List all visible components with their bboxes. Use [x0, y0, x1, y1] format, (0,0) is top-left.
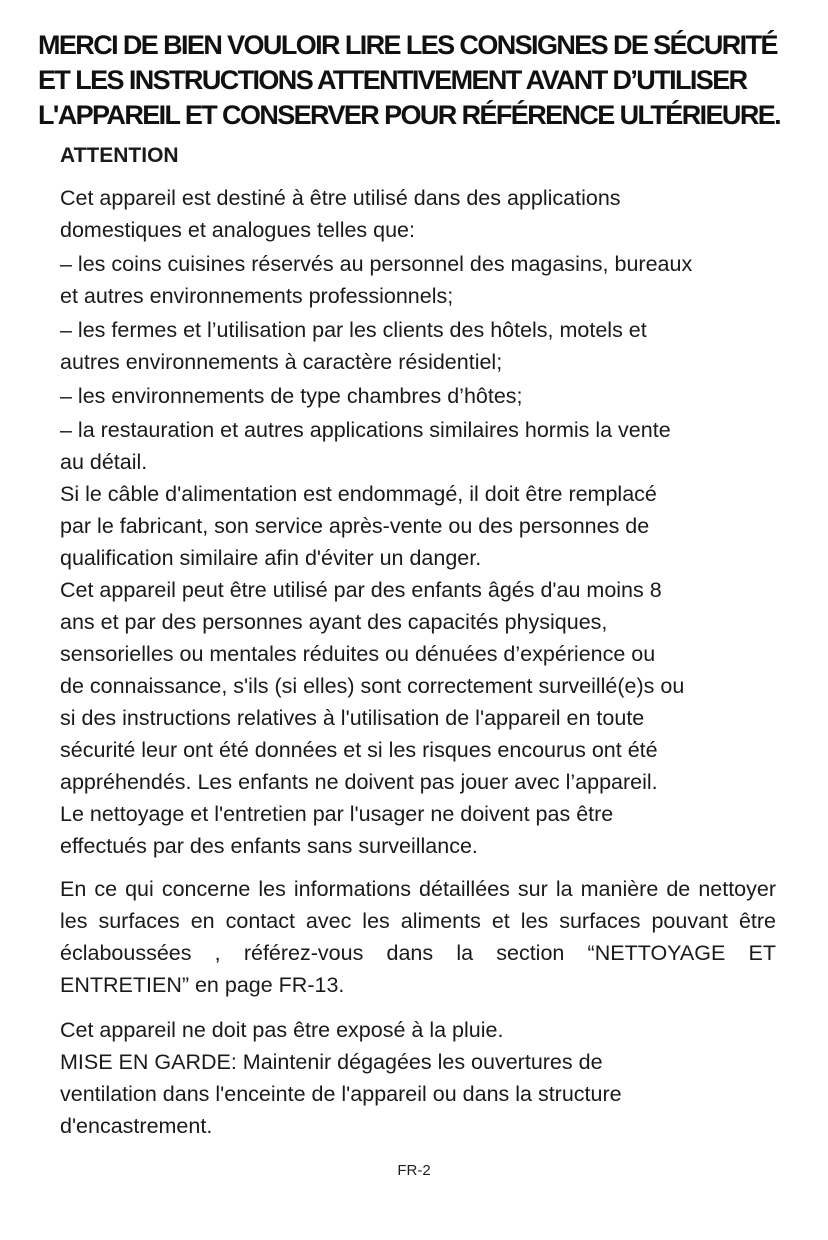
bullet-1-line-2: et autres environnements professionnels;	[60, 284, 454, 308]
bullet-2-line-2: autres environnements à caractère résidentiel;	[60, 350, 503, 374]
usage-section	[60, 182, 776, 862]
children-line-2: ans et par des personnes ayant des capacités physiques,	[60, 610, 608, 634]
children-line-6: sécurité leur ont été données et si les risques encourus ont été	[60, 738, 658, 762]
rain-warning: Cet appareil ne doit pas être exposé à la pluie.	[60, 1018, 504, 1042]
bullet-2-line-1: – les fermes et l’utilisation par les clients des hôtels, motels et	[60, 318, 647, 342]
bullet-1-line-1: – les coins cuisines réservés au personnel des magasins, bureaux	[60, 252, 693, 276]
intro-line-2: domestiques et analogues telles que:	[60, 218, 415, 242]
warning-section	[60, 1014, 776, 1142]
cable-line-2: par le fabricant, son service après-vente ou des personnes de	[60, 514, 650, 538]
children-line-7: appréhendés. Les enfants ne doivent pas jouer avec l’appareil.	[60, 770, 658, 794]
bullet-4-line-1: – la restauration et autres applications similaires hormis la vente	[60, 418, 671, 442]
attention-label: ATTENTION	[60, 144, 179, 167]
cleaning-reference-paragraph: En ce qui concerne les informations détaillées sur la manière de nettoyer les surfaces en contact avec les aliments et les surfaces pouvant être éclaboussées , référez-vous dans la section “NETTOYAGE ET ENTRETIEN” en page FR-13.	[60, 877, 776, 997]
heading-line-3: L'APPAREIL ET CONSERVER POUR RÉFÉRENCE ULTÉRIEURE.	[38, 100, 781, 130]
heading-line-2: ET LES INSTRUCTIONS ATTENTIVEMENT AVANT D’UTILISER	[38, 65, 747, 95]
ventilation-warning-line-2: ventilation dans l'enceinte de l'appareil ou dans la structure	[60, 1082, 622, 1106]
safety-heading	[38, 28, 808, 133]
cable-line-1: Si le câble d'alimentation est endommagé, il doit être remplacé	[60, 482, 657, 506]
bullet-4-line-2: au détail.	[60, 450, 148, 474]
page-number: FR-2	[397, 1162, 431, 1179]
ventilation-warning-line-1: MISE EN GARDE: Maintenir dégagées les ouvertures de	[60, 1050, 603, 1074]
cleaning-line-1: Le nettoyage et l'entretien par l'usager ne doivent pas être	[60, 802, 614, 826]
bullet-3-line-1: – les environnements de type chambres d’hôtes;	[60, 384, 523, 408]
ventilation-warning-line-3: d'encastrement.	[60, 1114, 213, 1138]
cable-line-3: qualification similaire afin d'éviter un danger.	[60, 546, 482, 570]
cleaning-line-2: effectués par des enfants sans surveillance.	[60, 834, 478, 858]
children-line-4: de connaissance, s'ils (si elles) sont correctement surveillé(e)s ou	[60, 674, 685, 698]
children-line-1: Cet appareil peut être utilisé par des enfants âgés d'au moins 8	[60, 578, 662, 602]
children-line-3: sensorielles ou mentales réduites ou dénuées d’expérience ou	[60, 642, 656, 666]
children-line-5: si des instructions relatives à l'utilisation de l'appareil en toute	[60, 706, 645, 730]
heading-line-1: MERCI DE BIEN VOULOIR LIRE LES CONSIGNES DE SÉCURITÉ	[38, 30, 777, 60]
intro-line-1: Cet appareil est destiné à être utilisé dans des applications	[60, 186, 621, 210]
